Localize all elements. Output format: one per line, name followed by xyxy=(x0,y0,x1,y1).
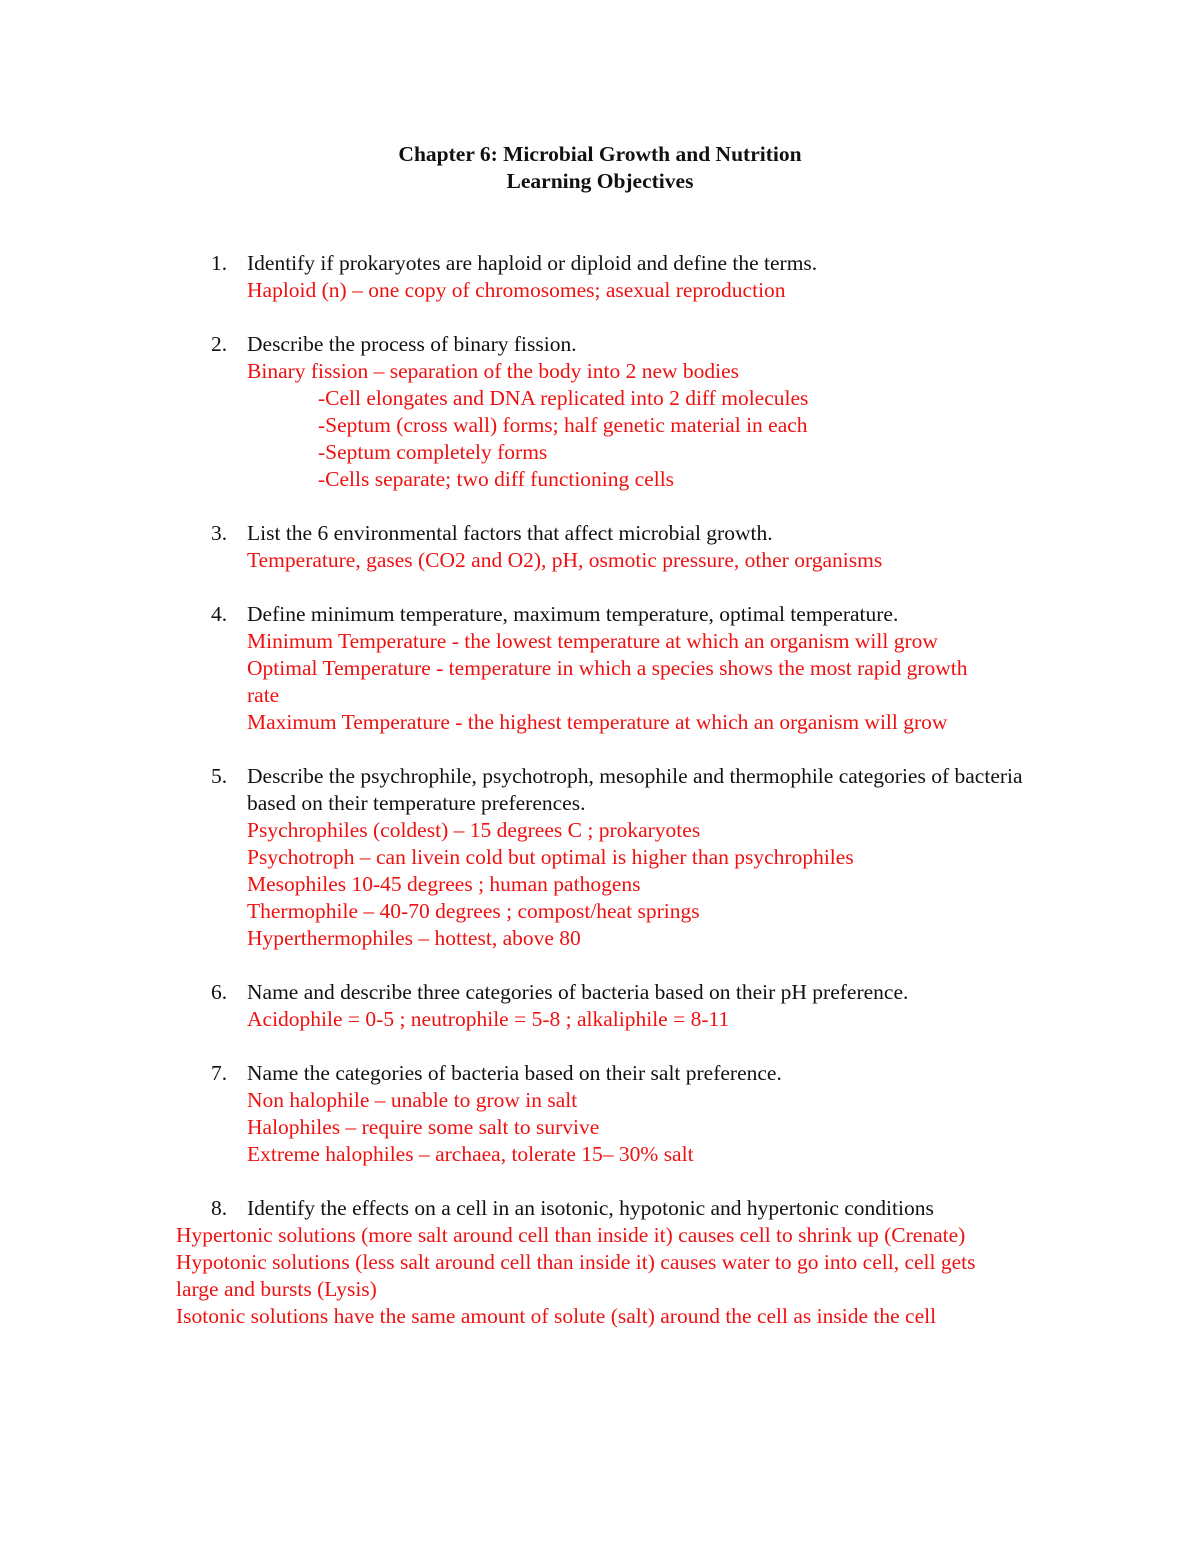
objective-question: Define minimum temperature, maximum temperature, optimal temperature. xyxy=(247,602,899,626)
objective-answer: Maximum Temperature - the highest temperature at which an organism will grow xyxy=(247,710,948,734)
objective-answer-step: -Septum completely forms xyxy=(318,440,548,464)
objective-answer: Hypertonic solutions (more salt around cell than inside it) causes cell to shrink up (Crenate) xyxy=(176,1223,966,1247)
objective-number: 6. xyxy=(211,980,228,1004)
objective-answer: Psychotroph – can livein cold but optimal is higher than psychrophiles xyxy=(247,845,854,869)
objective-question: Identify if prokaryotes are haploid or diploid and define the terms. xyxy=(247,251,818,275)
objective-number: 1. xyxy=(211,251,228,275)
objective-question: List the 6 environmental factors that affect microbial growth. xyxy=(247,521,773,545)
objective-number: 8. xyxy=(211,1196,228,1220)
objective-answer: Minimum Temperature - the lowest temperature at which an organism will grow xyxy=(247,629,938,653)
objective-answer: Optimal Temperature - temperature in which a species shows the most rapid growth rate xyxy=(247,656,968,707)
objectives-list xyxy=(0,250,1200,1357)
objective-answer-step: -Cell elongates and DNA replicated into 2 diff molecules xyxy=(318,386,809,410)
page-title: Chapter 6: Microbial Growth and Nutrition xyxy=(398,142,802,166)
objective-item-5 xyxy=(0,763,1200,952)
objective-answer: Halophiles – require some salt to survive xyxy=(247,1115,600,1139)
objective-question: Identify the effects on a cell in an isotonic, hypotonic and hypertonic conditions xyxy=(247,1196,934,1220)
objective-item-2 xyxy=(0,331,1200,493)
objective-question: Name and describe three categories of bacteria based on their pH preference. xyxy=(247,980,909,1004)
objective-number: 5. xyxy=(211,764,228,788)
objective-item-4 xyxy=(0,601,1200,736)
document-header xyxy=(0,141,1200,195)
objective-answer-step: -Cells separate; two diff functioning cells xyxy=(318,467,675,491)
objective-number: 7. xyxy=(211,1061,228,1085)
objective-item-8 xyxy=(0,1195,1200,1330)
objective-question: Name the categories of bacteria based on their salt preference. xyxy=(247,1061,782,1085)
objective-answer: Acidophile = 0-5 ; neutrophile = 5-8 ; alkaliphile = 8-11 xyxy=(247,1007,730,1031)
objective-item-7 xyxy=(0,1060,1200,1168)
page-subtitle: Learning Objectives xyxy=(506,169,694,193)
objective-answer: Hypotonic solutions (less salt around cell than inside it) causes water to go into cell, cell gets large and bursts (Lysis) xyxy=(176,1250,976,1301)
objective-item-3 xyxy=(0,520,1200,574)
objective-number: 2. xyxy=(211,332,228,356)
objective-answer: Hyperthermophiles – hottest, above 80 xyxy=(247,926,581,950)
objective-question: Describe the psychrophile, psychotroph, mesophile and thermophile categories of bacteria based on their temperature preferences. xyxy=(247,764,1023,815)
objective-answer: Temperature, gases (CO2 and O2), pH, osmotic pressure, other organisms xyxy=(247,548,883,572)
objective-answer: Psychrophiles (coldest) – 15 degrees C ; prokaryotes xyxy=(247,818,701,842)
objective-item-1 xyxy=(0,250,1200,304)
objective-answer: Isotonic solutions have the same amount of solute (salt) around the cell as inside the cell xyxy=(176,1304,937,1328)
objective-question: Describe the process of binary fission. xyxy=(247,332,577,356)
objective-answer: Non halophile – unable to grow in salt xyxy=(247,1088,578,1112)
objective-answer: Mesophiles 10-45 degrees ; human pathogens xyxy=(247,872,641,896)
objective-item-6 xyxy=(0,979,1200,1033)
objective-answer-step: -Septum (cross wall) forms; half genetic material in each xyxy=(318,413,808,437)
objective-answer: Extreme halophiles – archaea, tolerate 15– 30% salt xyxy=(247,1142,694,1166)
objective-number: 3. xyxy=(211,521,228,545)
objective-answer: Haploid (n) – one copy of chromosomes; asexual reproduction xyxy=(247,278,786,302)
objective-answer: Thermophile – 40-70 degrees ; compost/heat springs xyxy=(247,899,700,923)
objective-number: 4. xyxy=(211,602,228,626)
objective-answer: Binary fission – separation of the body into 2 new bodies xyxy=(247,359,740,383)
